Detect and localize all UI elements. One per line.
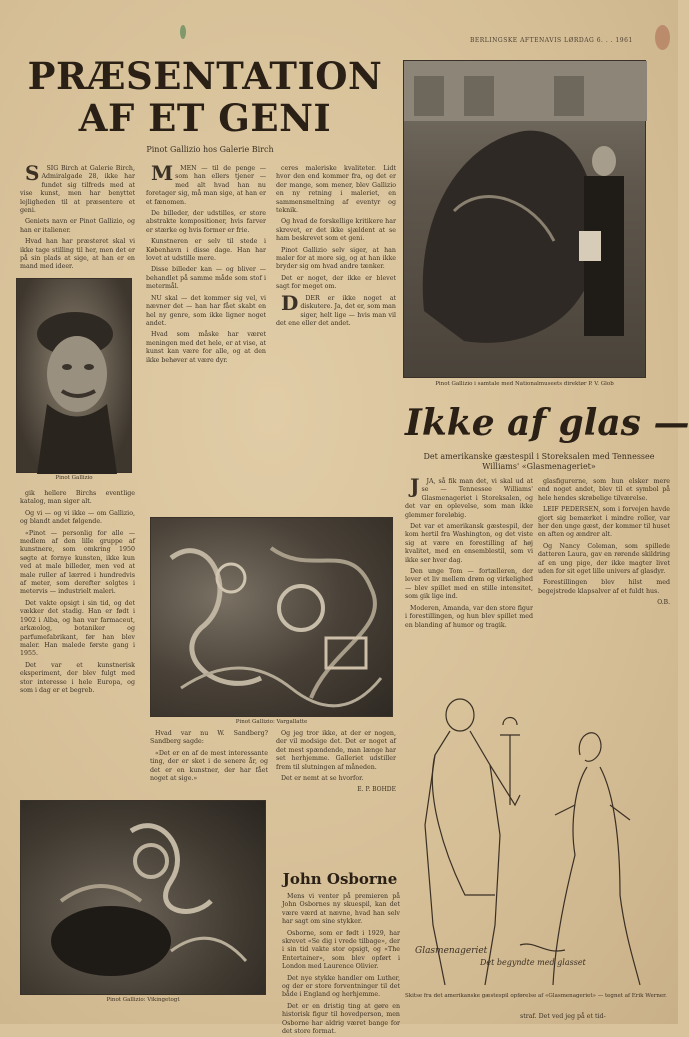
paragraph: J JA, så fik man det, vi skal ud at se — Tennessee Williams' Glasmenageriet i Storeksalen, og det var en oplevelse, som man ikke glemmer foreløbig. (405, 474, 533, 519)
paragraph: Disse billeder kan — og bliver — behandlet på samme måde som stof i metermål. (146, 266, 266, 291)
paragraph: Det er noget, der ikke er blevet sagt for meget om. (276, 274, 396, 291)
paragraph: «Pinot — personlig for alle — medlem af den lille gruppe af kunstnere, som omkring 1950 søgte at fornye kunsten, ikke kun ved at male billeder, men ved at male ruller af lærred i hundredvis af meter, som derefter solgtes i metervis — industrielt maleri. (20, 529, 135, 596)
article1-col3-bottom (276, 730, 396, 845)
painting-bottom-caption: Pinot Gallizio: Vikingetogt (106, 997, 180, 1003)
stain (180, 25, 186, 39)
paragraph: gik hellere Birchs eventlige katalog, man siger alt. (20, 490, 135, 506)
article3-body (282, 893, 400, 1036)
paragraph: Moderen, Amanda, var den store figur i forestillingen, og hun blev spillet med en blanding af humor og tragik. (405, 604, 533, 629)
portrait-photo (16, 278, 132, 473)
article1-col1-top (20, 161, 135, 275)
article1-col1-bottom (20, 490, 135, 800)
portrait-illustration (17, 279, 133, 474)
article3-title: John Osborne (282, 870, 398, 888)
paragraph: De billeder, der udstilles, er store abstrakte kompositioner, hvis farver er stærke og hvis former er frie. (146, 210, 266, 234)
paragraph: Hvad som måske har været meningen med det hele, er at vise, at kunst kan være for alle, og at den ikke behøver at være dyr. (146, 331, 266, 364)
paragraph: Det vakte opsigt i sin tid, og det vækker det stadig. Han er født i 1902 i Alba, og han var farmaceut, arkæolog, botaniker og parfumefabrikant, før han blev maler. Han malede første gang i 1955. (20, 599, 135, 658)
sketch-label-2: Det begyndte med glasset (480, 958, 586, 967)
viking-painting-illustration (21, 801, 267, 996)
paragraph: glasfigurerne, som hun elsker mere end noget andet, blev til et symbol på hele hendes skrøbelige tilværelse. (538, 478, 670, 502)
footer-snippet: straf. Det ved jeg på et tid- (520, 1013, 606, 1020)
paragraph: M MEN — til de penge — som han ellers tjener — med alt hvad han nu foretager sig, må man sige, at han er et fænomen. (146, 161, 266, 206)
paragraph: D DER er ikke noget at diskutere. Ja, det er, som man siger, helt lige — hvis man vil det ene eller det andet. (276, 290, 396, 327)
paragraph: Det nye stykke handler om Luther, og der er store forventninger til det både i England og herhjemme. (282, 974, 400, 999)
paragraph: Og vi — og vi ikke — om Gallizio, og blandt andet følgende. (20, 509, 135, 526)
main-headline (20, 55, 390, 139)
subheadline: Pinot Gallizio hos Galerie Birch (146, 145, 274, 154)
paragraph: S SIG Birch at Galerie Birch, Admiralgade 28, ikke har fundet sig tilfreds med at vise kunst, men har benyttet lejligheden til at præsentere et geni. (20, 161, 135, 215)
paragraph: ceres maleriske kvaliteter. Lidt hvor den end kommer fra, og det er der mange, som mener, blev Gallizio en ny retning i maleriet, en sammensmeltning af eventyr og teknik. (276, 165, 396, 215)
paragraph: Geniets navn er Pinot Gallizio, og han er italiener. (20, 218, 135, 234)
gallery-photo-illustration (404, 61, 647, 379)
article2-signature: O.B. (657, 599, 670, 607)
paragraph: Og jeg tror ikke, at der er nogen, der vil modsige det. Det er noget af det mest spændende, man længe har set herhjemme. Galleriet udstiller frem til slutningen af måneden. (276, 730, 396, 771)
paragraph: Kunstneren er selv til stede i København i disse dage. Han har lovet at udstille mere. (146, 238, 266, 263)
article1-signature: E. P. BOHDE (357, 786, 396, 794)
portrait-caption: Pinot Gallizio (55, 475, 93, 481)
paragraph: Det var et kunstnerisk eksperiment, der blev fulgt med stor interesse i hele Europa, og som i dag er et begreb. (20, 661, 135, 694)
sketch-caption: Skitse fra det amerikanske gæstespil opførelse af «Glasmenageriet» — tegnet af Erik Werner. (405, 993, 667, 999)
article2-subtitle: Det amerikanske gæstespil i Storeksalen med Tennessee Williams' «Glasmenageriet» (423, 452, 655, 471)
article2-col1 (405, 474, 533, 690)
dropcap: J (410, 474, 420, 498)
paragraph: NU skal — det kommer sig vel, vi nævner det — han har fået skabt en hel ny genre, som ikke ligner noget andet. (146, 294, 266, 327)
article1-col3-top (276, 165, 396, 510)
dropcap: M (151, 161, 174, 185)
paragraph: Det er en dristig ting at gøre en historisk figur til hovedperson, men Osborne har aldrig været bange for det store format. (282, 1002, 400, 1036)
article1-col2-bottom (150, 730, 268, 795)
paragraph: Forestillingen blev hilst med begejstrede klapsalver af et fuldt hus. (538, 579, 670, 595)
photo-top-right (403, 60, 646, 378)
article2-title: Ikke af glas — (405, 402, 689, 444)
dropcap: S (25, 161, 40, 185)
photo-top-caption: Pinot Gallizio i samtale med Nationalmuseets direktør P. V. Glob (435, 381, 614, 387)
paragraph: Det var et amerikansk gæstespil, der kom hertil fra Washington, og det viste sig at være en forestilling af høj kvalitet, med en ensemblestil, som vi ikke ser hver dag. (405, 523, 533, 564)
headline-line1: PRÆSENTATION (27, 54, 383, 98)
paragraph: Det er nemt at se hvorfor. (281, 775, 364, 783)
paragraph: «Det er en af de mest interessante ting, der er sket i de senere år, og det er en kunstner, der har fået noget at sige.» (150, 749, 268, 783)
masthead: BERLINGSKE AFTENAVIS LØRDAG 6. . . 1961 (470, 37, 633, 44)
abstract-painting-illustration (151, 518, 394, 718)
paragraph: Den unge Tom — fortælleren, der lever et liv mellem drøm og virkelighed — blev spillet med en stille intensitet, som gik lige ind. (405, 568, 533, 601)
painting-bottom (20, 800, 266, 995)
paragraph: Osborne, som er født i 1929, har skrevet «Se dig i vrede tilbage», der i sin tid vakte stor opsigt, og «The Entertainer», som blev opført i London med Laurence Olivier. (282, 929, 400, 971)
paragraph: Og Nancy Coleman, som spillede datteren Laura, gav en rørende skildring af en ung pige, der ikke magter livet uden for sit eget lille univers af glasdyr. (538, 542, 670, 576)
painting-middle-caption: Pinot Gallizio: Vargallatte (235, 719, 308, 725)
sketch-label-1: Glasmenageriet (415, 946, 488, 956)
paragraph: LEIF PEDERSEN, som i forvejen havde gjort sig bemærket i mindre roller, var her den unge gæst, der kommer til huset en aften og ændrer alt. (538, 506, 670, 539)
sketch-illustration (405, 695, 673, 990)
headline-line2: AF ET GENI (78, 96, 332, 140)
dropcap: D (281, 290, 299, 315)
paragraph: Mens vi venter på premieren på John Osbornes ny skuespil, kan det være værd at nævne, hvad han selv har sagt om sine stykker. (282, 893, 400, 926)
paragraph: Hvad var nu W. Sandberg? Sandberg sagde: (150, 730, 268, 746)
paragraph: Pinot Gallizio selv siger, at han maler for at more sig, og at han ikke bryder sig om hvad andre tænker. (276, 246, 396, 271)
paragraph: Og hvad de forskellige kritikere har skrevet, er det ikke sjældent at se ham beskrevet som et geni. (276, 218, 396, 243)
article2-col2 (538, 478, 670, 690)
paragraph: Hvad han har præsteret skal vi ikke tage stilling til her, men det er på sin plads at sige, at han er en mand med ideer. (20, 238, 135, 271)
sketch-drawing (405, 695, 673, 990)
painting-middle (150, 517, 393, 717)
article1-col2 (146, 161, 266, 510)
